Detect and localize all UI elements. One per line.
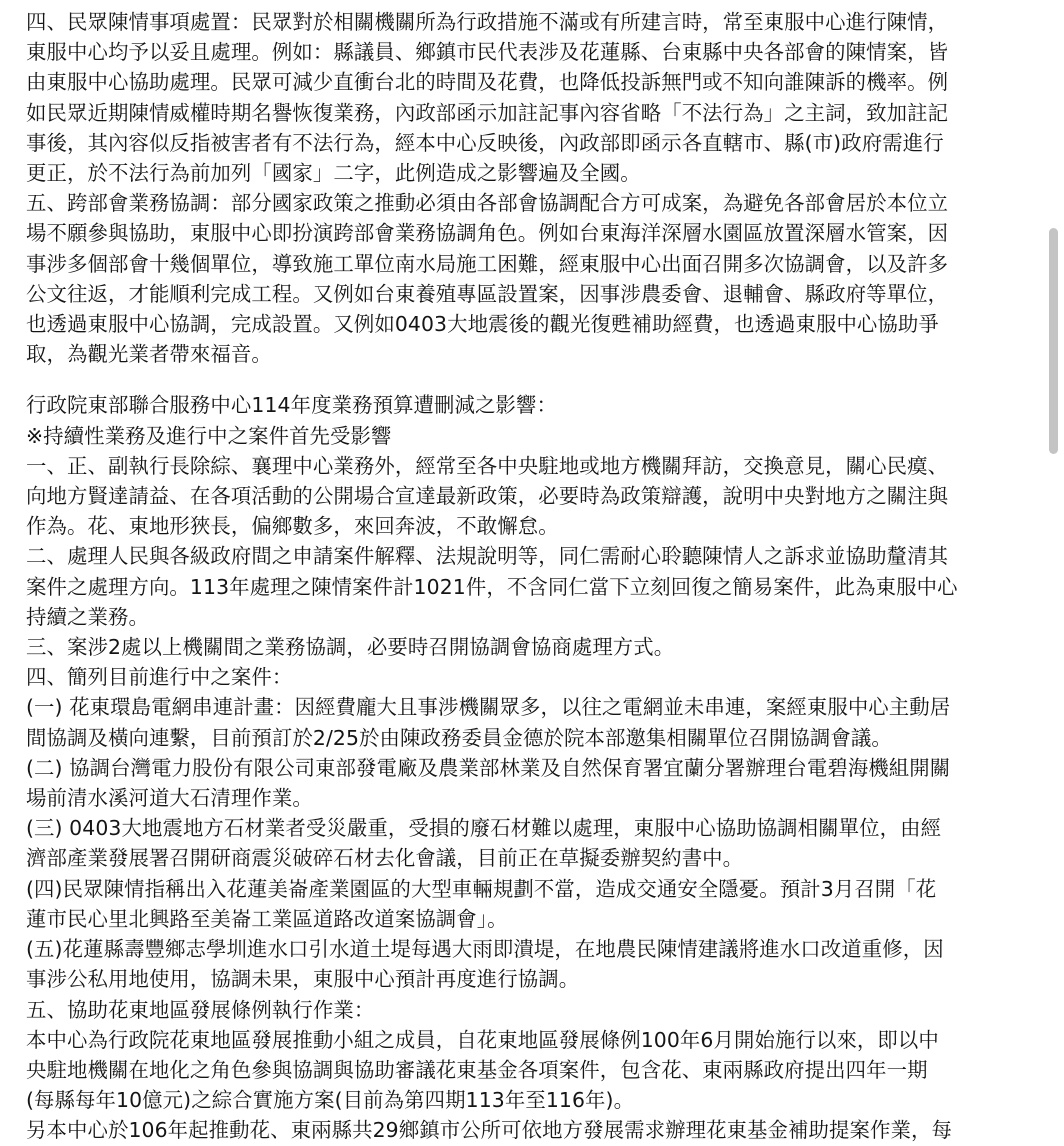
vertical-scrollbar[interactable] <box>1049 228 1058 454</box>
text-line: 事涉多個部會十幾個單位，導致施工單位南水局施工困難，經東服中心出面召開多次協調會，以及許多 <box>26 251 949 276</box>
text-line: (每縣每年10億元)之綜合實施方案(目前為第四期113年至116年)。 <box>26 1088 635 1113</box>
text-line: 四、民眾陳情事項處置：民眾對於相關機關所為行政措施不滿或有所建言時，常至東服中心進行陳情， <box>26 10 949 34</box>
text-line: (五)花蓮縣壽豐鄉志學圳進水口引水道土堤每遇大雨即潰堤，在地農民陳情建議將進水口改道重修，因 <box>26 937 944 962</box>
text-line: 本中心為行政院花東地區發展推動小組之成員，自花東地區發展條例100年6月開始施行以來，即以中 <box>26 1027 939 1052</box>
text-line: 作為。花、東地形狹長，偏鄉數多，來回奔波，不敢懈怠。 <box>26 514 559 539</box>
text-line: 更正，於不法行為前加列「國家」二字，此例造成之影響遍及全國。 <box>26 161 641 186</box>
text-line: 取，為觀光業者帶來福音。 <box>26 342 272 367</box>
text-line: 行政院東部聯合服務中心114年度業務預算遭刪減之影響： <box>26 393 557 418</box>
text-line: 三、案涉2處以上機關間之業務協調，必要時召開協調會協商處理方式。 <box>26 635 675 660</box>
document-section-budget-impact <box>26 390 1038 1145</box>
text-line: 場前清水溪河道大石清理作業。 <box>26 786 313 811</box>
text-line: 向地方賢達請益、在各項活動的公開場合宣達最新政策，必要時為政策辯護，說明中央對地方之關注與 <box>26 484 949 509</box>
text-line: ※持續性業務及進行中之案件首先受影響 <box>26 423 392 448</box>
text-line: 公文往返，才能順利完成工程。又例如台東養殖專區設置案，因事涉農委會、退輔會、縣政府等單位， <box>26 281 949 306</box>
text-line: 四、簡列目前進行中之案件： <box>26 665 293 690</box>
document-section-services <box>26 7 1038 369</box>
paragraph-gap <box>26 369 1038 390</box>
text-line: 間協調及橫向連繫，目前預訂於2/25於由陳政務委員金德於院本部邀集相關單位召開協調會議。 <box>26 725 892 750</box>
text-line: 如民眾近期陳情威權時期名譽恢復業務，內政部函示加註記事內容省略「不法行為」之主詞，致加註記 <box>26 100 949 125</box>
text-line: 也透過東服中心協調，完成設置。又例如0403大地震後的觀光復甦補助經費，也透過東服中心協助爭 <box>26 312 939 337</box>
text-line: (二) 協調台灣電力股份有限公司東部發電廠及農業部林業及自然保育署宜蘭分署辦理台電碧海機組開關 <box>26 755 951 780</box>
document-body <box>26 7 1038 1146</box>
text-line: 東服中心均予以妥且處理。例如：縣議員、鄉鎮市民代表涉及花蓮縣、台東縣中央各部會的陳情案，皆 <box>26 40 949 65</box>
text-line: 案件之處理方向。113年處理之陳情案件計1021件，不含同仁當下立刻回復之簡易案件，此為東服中心 <box>26 574 958 599</box>
text-line: 另本中心於106年起推動花、東兩縣共29鄉鎮市公所可依地方發展需求辦理花東基金補助提案作業，每 <box>26 1118 952 1143</box>
text-line: (一) 花東環島電網串連計畫：因經費龐大且事涉機關眾多，以往之電網並未串連，案經東服中心主動居 <box>26 695 951 720</box>
text-line: 濟部產業發展署召開研商震災破碎石材去化會議，目前正在草擬委辦契約書中。 <box>26 846 744 871</box>
text-line: 央駐地機關在地化之角色參與協調與協助審議花東基金各項案件，包含花、東兩縣政府提出四年一期 <box>26 1057 928 1082</box>
text-line: 事涉公私用地使用，協調未果，東服中心預計再度進行協調。 <box>26 967 580 992</box>
text-line: 事後，其內容似反指被害者有不法行為，經本中心反映後，內政部即函示各直轄市、縣(市)政府需進行 <box>26 130 944 155</box>
text-line: (四)民眾陳情指稱出入花蓮美崙產業園區的大型車輛規劃不當，造成交通安全隱憂。預計3月召開「花 <box>26 876 937 901</box>
text-line: 蓮市民心里北興路至美崙工業區道路改道案協調會」。 <box>26 906 508 931</box>
text-line: 五、協助花東地區發展條例執行作業： <box>26 997 375 1022</box>
text-line: 由東服中心協助處理。民眾可減少直衝台北的時間及花費，也降低投訴無門或不知向誰陳訴的機率。例 <box>26 70 949 95</box>
text-line: 二、處理人民與各級政府間之申請案件解釋、法規說明等，同仁需耐心聆聽陳情人之訴求並協助釐清其 <box>26 544 949 569</box>
text-line: 五、跨部會業務協調：部分國家政策之推動必須由各部會協調配合方可成案，為避免各部會居於本位立 <box>26 191 949 216</box>
text-line: (三) 0403大地震地方石材業者受災嚴重，受損的廢石材難以處理，東服中心協助協調相關單位，由經 <box>26 816 942 841</box>
text-line: 一、正、副執行長除綜、襄理中心業務外，經常至各中央駐地或地方機關拜訪，交換意見，關心民瘼、 <box>26 453 949 478</box>
text-line: 場不願參與協助，東服中心即扮演跨部會業務協調角色。例如台東海洋深層水園區放置深層水管案，因 <box>26 221 949 246</box>
text-line: 持續之業務。 <box>26 604 149 629</box>
